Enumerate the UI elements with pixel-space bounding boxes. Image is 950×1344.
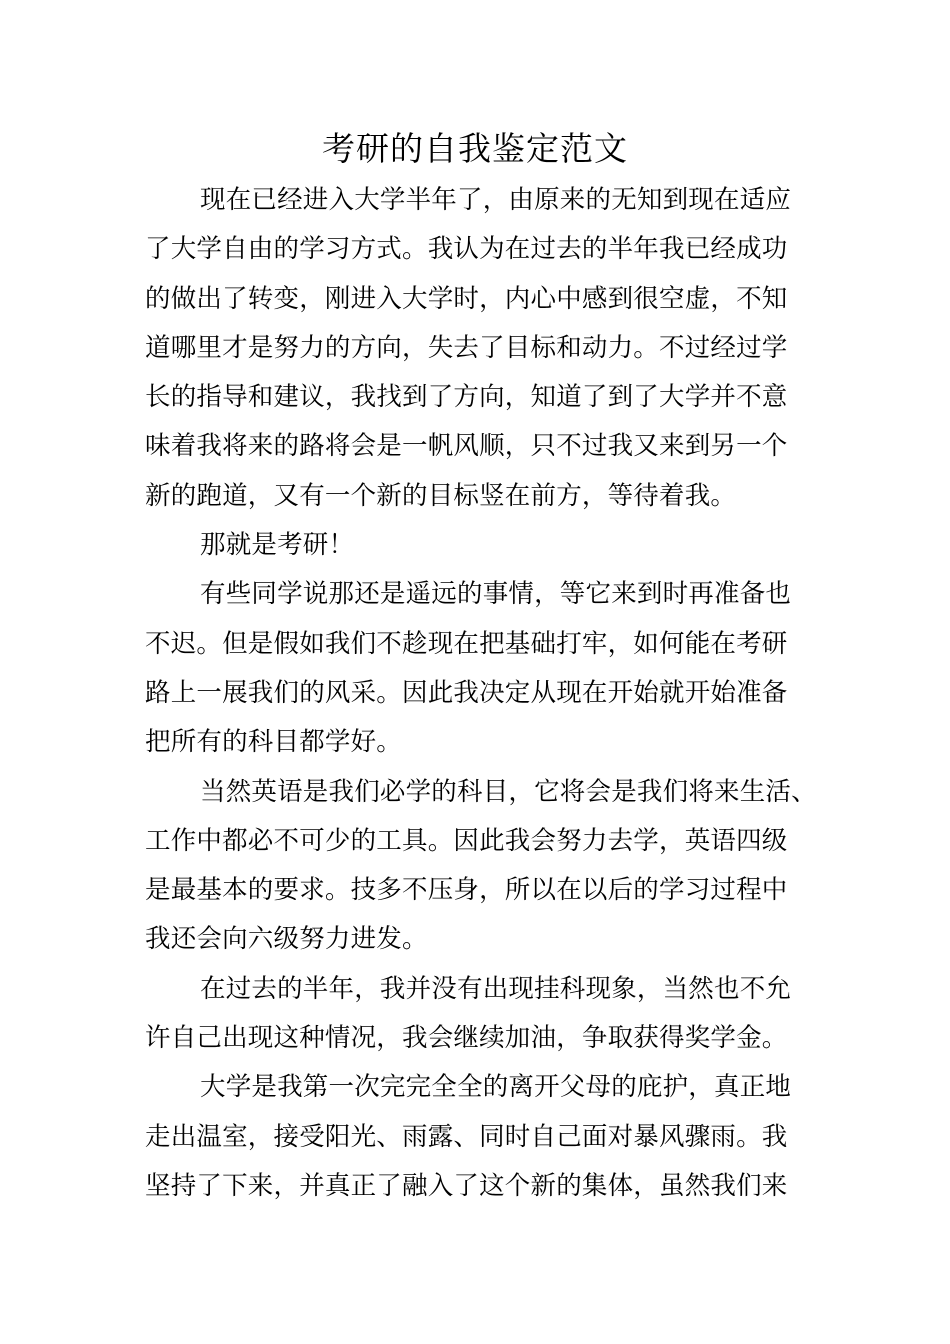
text-line: 我还会向六级努力进发。 <box>145 924 428 955</box>
text-line: 现在已经进入大学半年了，由原来的无知到现在适应 <box>200 185 792 215</box>
text-line: 路上一展我们的风采。因此我决定从现在开始就开始准备 <box>145 677 788 708</box>
text-line: 工作中都必不可少的工具。因此我会努力去学，英语四级 <box>145 825 788 856</box>
text-line: 长的指导和建议，我找到了方向，知道了到了大学并不意 <box>145 382 788 413</box>
document-title: 考研的自我鉴定范文 <box>322 129 628 168</box>
text-line: 味着我将来的路将会是一帆风顺，只不过我又来到另一个 <box>145 431 788 462</box>
text-line: 是最基本的要求。技多不压身，所以在以后的学习过程中 <box>145 875 788 906</box>
text-line: 许自己出现这种情况，我会继续加油，争取获得奖学金。 <box>145 1023 788 1054</box>
document-body <box>145 176 835 1211</box>
text-line: 有些同学说那还是遥远的事情，等它来到时再准备也 <box>200 579 792 610</box>
text-line: 新的跑道，又有一个新的目标竖在前方，等待着我。 <box>145 480 737 511</box>
text-line: 把所有的科目都学好。 <box>145 727 403 758</box>
text-line: 那就是考研！ <box>200 530 355 561</box>
text-line: 当然英语是我们必学的科目，它将会是我们将来生活、 <box>200 776 817 807</box>
text-line: 坚持了下来，并真正了融入了这个新的集体，虽然我们来 <box>145 1170 788 1201</box>
text-line: 的做出了转变，刚进入大学时，内心中感到很空虚，不知 <box>145 283 788 314</box>
text-line: 在过去的半年，我并没有出现挂科现象，当然也不允 <box>200 973 792 1004</box>
text-line: 了大学自由的学习方式。我认为在过去的半年我已经成功 <box>145 234 788 265</box>
text-line: 道哪里才是努力的方向，失去了目标和动力。不过经过学 <box>145 332 788 363</box>
text-line: 走出温室，接受阳光、雨露、同时自己面对暴风骤雨。我 <box>145 1121 788 1152</box>
text-line: 大学是我第一次完完全全的离开父母的庇护，真正地 <box>200 1072 792 1103</box>
text-line: 不迟。但是假如我们不趁现在把基础打牢，如何能在考研 <box>145 628 788 659</box>
